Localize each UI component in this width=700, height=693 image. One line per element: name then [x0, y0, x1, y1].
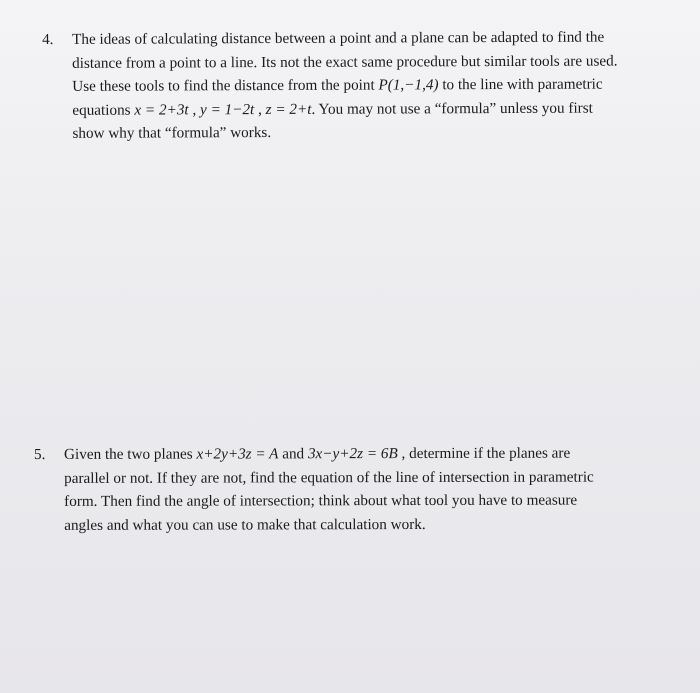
problem-4-line-3 — [42, 72, 682, 98]
problem-4 — [42, 25, 683, 145]
problem-text: Use these tools to find the distance from the point — [72, 76, 379, 95]
problem-text: , determine if the planes are — [397, 444, 571, 463]
equation-y: y = 1−2t — [199, 100, 255, 118]
problem-text: to the line with parametric — [438, 75, 603, 94]
problem-5 — [34, 441, 684, 537]
problem-4-line-2: distance from a point to a line. Its not the exact same procedure but similar tools are used. — [72, 51, 618, 72]
problem-text: The ideas of calculating distance between a point and a plane can be adapted to find the — [72, 28, 605, 48]
point-p: P(1,−1,4) — [378, 76, 439, 94]
problem-4-line-4: equations x = 2+3t , y = 1−2t , z = 2+t. You may not use a “formula” unless you first — [72, 99, 593, 119]
plane-2-equation: 3x−y+2z = 6B — [307, 445, 398, 463]
problem-5-line-2: parallel or not. If they are not, find the equation of the line of intersection in parametric — [64, 468, 594, 487]
plane-1-equation: x+2y+3z = A — [196, 445, 279, 463]
problem-text: . You may not use a “formula” unless you first — [311, 99, 593, 118]
problem-text: and — [278, 445, 308, 463]
problem-text: Given the two planes — [64, 445, 197, 463]
problem-4-line-5: show why that “formula” works. — [72, 124, 272, 142]
equation-z: z = 2+t — [265, 100, 312, 118]
problem-number: 4. — [42, 30, 54, 48]
problem-5-line-3: form. Then find the angle of intersection; think about what tool you have to measure — [64, 491, 578, 510]
problem-text: equations — [72, 101, 135, 119]
problem-5-line-1 — [34, 441, 684, 466]
problem-5-line-4: angles and what you can use to make that calculation work. — [64, 515, 426, 534]
problem-4-line-1 — [42, 25, 682, 51]
equation-x: x = 2+3t — [134, 100, 189, 119]
problem-number: 5. — [34, 445, 46, 463]
